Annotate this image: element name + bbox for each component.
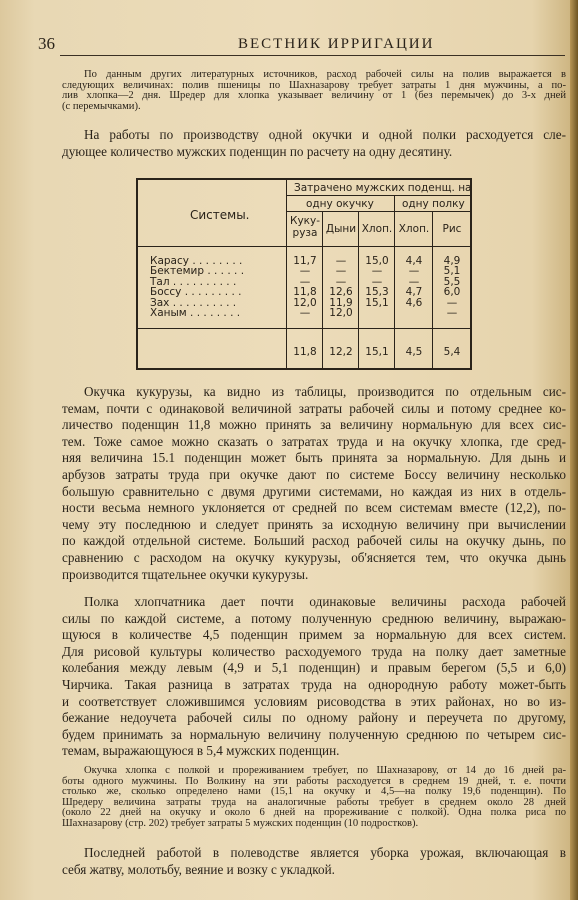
total-cell: 15,1 (365, 346, 389, 358)
text-line: по каждой отдельной системе. Больший расход рабочей силы на окучку дынь, по (62, 533, 566, 549)
text-line: щуюся в количестве 4,5 поденщин примем за нормальную для всех систем. (62, 627, 566, 643)
subheader-polka: одну полку (402, 198, 465, 210)
system-name: Тал . . . . . . . . . . (150, 275, 237, 288)
table-cell: 5,1 (443, 265, 461, 278)
khlop-okuchka-column (360, 256, 394, 308)
table-cell: 15,0 (365, 255, 389, 267)
total-cell: 11,8 (293, 346, 317, 358)
paragraph-2 (62, 594, 566, 760)
khlop-polka-column (396, 256, 432, 308)
text-line: На работы по производству одной окучки и одной полки расходуется сле- (84, 127, 566, 142)
table-cell: 6,0 (443, 286, 461, 299)
page-header (38, 34, 558, 54)
table-cell: 11,9 (329, 296, 353, 309)
text-line: темам, выражающуюся в 5,4 мужских поденщин. (62, 743, 340, 759)
table-cell: 12,0 (329, 307, 353, 320)
paragraph-1 (62, 384, 566, 583)
text-line: чему эту последнюю и следует принять за исходную величину при вычислении (62, 516, 566, 532)
group-header: Затрачено мужских поденщ. на (294, 182, 472, 194)
page-number: 36 (38, 34, 55, 53)
table-cell: 12,0 (293, 296, 317, 309)
table-cell: 4,7 (405, 286, 423, 299)
table-cell: 15,3 (365, 286, 389, 299)
text-line: арбузов затраты труда при окучке дают по системе Боссу величину несколько (62, 466, 566, 482)
systems-header: Системы. (190, 208, 250, 222)
text-line: Последней работой в полеводстве является уборка урожая, включающая в (84, 845, 566, 860)
intro-paragraph (62, 127, 566, 160)
column-header: Хлоп. (398, 223, 430, 235)
text-line: Чирчика. Такая разница в затратах труда на однородную работу может-быть (62, 676, 566, 692)
text-line: (около 22 дней на окучку и около 6 дней на прореживание с полкой). Одна полка риса по (62, 807, 566, 819)
table-cell: — (446, 296, 458, 309)
table-cell: — (408, 275, 420, 288)
text-line: Окучка кукурузы, ка видно из таблицы, производится по отдельным сис- (84, 384, 566, 399)
footnote-bottom (62, 766, 566, 830)
text-line: Полка хлопчатника дает почти одинаковые величины расхода рабочей (84, 594, 566, 609)
text-line: Для рисовой культуры количество расходуемого труда на полку дает заметные (62, 643, 566, 659)
kukuruza-column (288, 256, 322, 318)
table-cell: — (335, 255, 347, 267)
text-line: большую сравнительно с двумя другими системами, но каждая из них в отдель- (62, 483, 566, 499)
table-cell: 15,1 (365, 296, 389, 309)
table-cell: — (335, 275, 347, 288)
system-name: Ханым . . . . . . . . (150, 307, 241, 320)
text-line: Окучка хлопка с полкой и прореживанием требует, по Шахназарову, от 14 до 16 дней ра- (84, 765, 566, 776)
text-line: бежание недоучета рабочей силы по одному району и переучета по другому, (62, 710, 566, 726)
text-line: Шредеру величина затраты труда на аналогичные работы требует в среднем около 28 дней (62, 796, 566, 808)
text-line: следующих величинах: полив пшеницы по Шахназарову требует затраты 1 дня мужчины, а по- (62, 79, 566, 91)
text-line: будем принимать за нормальную величину полученную среднюю по четырем сис- (62, 726, 566, 742)
system-name: Бектемир . . . . . . (150, 265, 245, 278)
column-header: Дыни (325, 223, 357, 235)
text-line: и соответствует сложившимся условиям рисоводства в этих районах, но во из- (62, 693, 566, 709)
text-line: лив хлопка—2 дня. Шредер для хлопка указывает величину от 1 (без перемычек) до 3-х дней (62, 90, 566, 102)
table-cell: 4,9 (443, 255, 461, 267)
ris-column (434, 256, 470, 318)
text-line: себя жатву, молотьбу, веяние и возку с укладкой. (62, 861, 335, 877)
header-rule (60, 55, 565, 56)
text-line: производится тщательнее окучки кукурузы. (62, 566, 309, 582)
column-header: Рис (442, 223, 462, 235)
table-cell: — (446, 307, 458, 320)
table-cell: — (335, 265, 347, 278)
labor-table (136, 178, 472, 370)
text-line: столько же, сколько определено нами (15,1 на окучку и 4,5—на полку 19,6 поденщин). По (62, 786, 566, 798)
total-cell: 4,5 (405, 346, 423, 358)
table-cell: — (371, 265, 383, 278)
text-line: темам, почти с одинаковой величиной затраты рабочей силы и потому среднее ко- (62, 400, 566, 416)
system-name: Боссу . . . . . . . . . (150, 286, 242, 299)
text-line: (с перемычками). (62, 100, 141, 112)
dyni-column (324, 256, 358, 318)
system-name: Зах . . . . . . . . . . (150, 296, 237, 309)
text-line: дующее количество мужских поденщин по расчету на одну десятину. (62, 143, 453, 159)
text-line: боты одного мужчины. По Волкину на эти работы расходуется в среднем 19 дней, т. е. почти (62, 775, 566, 787)
text-line: няя величина 15.1 поденщин может быть принята за нормальную. Для дынь и (62, 450, 566, 466)
table-cell: — (371, 275, 383, 288)
subheader-okuchka: одну окучку (306, 198, 374, 210)
table-cell: 4,6 (405, 296, 423, 309)
text-line: По данным других литературных источников, расход рабочей силы на полив выражается в (84, 69, 566, 80)
table-cell: — (299, 307, 311, 320)
journal-title: ВЕСТНИК ИРРИГАЦИИ (238, 36, 435, 52)
column-header: Куку- руза (289, 215, 320, 239)
total-cell: 5,4 (443, 346, 461, 358)
table-cell: — (408, 265, 420, 278)
paragraph-3 (62, 845, 566, 878)
table-cell: — (299, 275, 311, 288)
text-line: тем. Тоже самое можно сказать о затратах труда и на окучку хлопка, где сред- (62, 433, 566, 449)
table-cell: — (299, 265, 311, 278)
text-line: Шахназарову (стр. 202) требует затраты 5 мужских поденщин (10 подростков). (62, 817, 419, 829)
table-cell: 11,8 (293, 286, 317, 299)
text-line: личество поденщин 11,8 можно принять за величину нормальную для всех сис- (62, 417, 566, 433)
text-line: колебания между левым (4,9 и 5,1 поденщин) и правым берегом (5,5 и 6,0) (62, 660, 566, 676)
table-cell: 11,7 (293, 255, 317, 267)
footnote-top (62, 70, 566, 112)
table-cell: 4,4 (405, 255, 423, 267)
systems-column (150, 256, 284, 318)
text-line: силы по каждой системе, а потому полученную среднюю величину, выражаю- (62, 610, 566, 626)
table-cell: 12,6 (329, 286, 353, 299)
total-cell: 12,2 (329, 346, 353, 358)
column-header: Хлоп. (361, 223, 393, 235)
text-line: сравнению с расходом на окучку кукурузы, об'ясняется тем, что окучка дынь (62, 549, 566, 565)
book-spine-edge (570, 0, 578, 900)
text-line: ности весьма немного уклоняется от средней по всем системам вместе (12,2), по- (62, 500, 566, 516)
system-name: Карасу . . . . . . . . (150, 255, 243, 267)
table-cell: 5,5 (443, 275, 461, 288)
